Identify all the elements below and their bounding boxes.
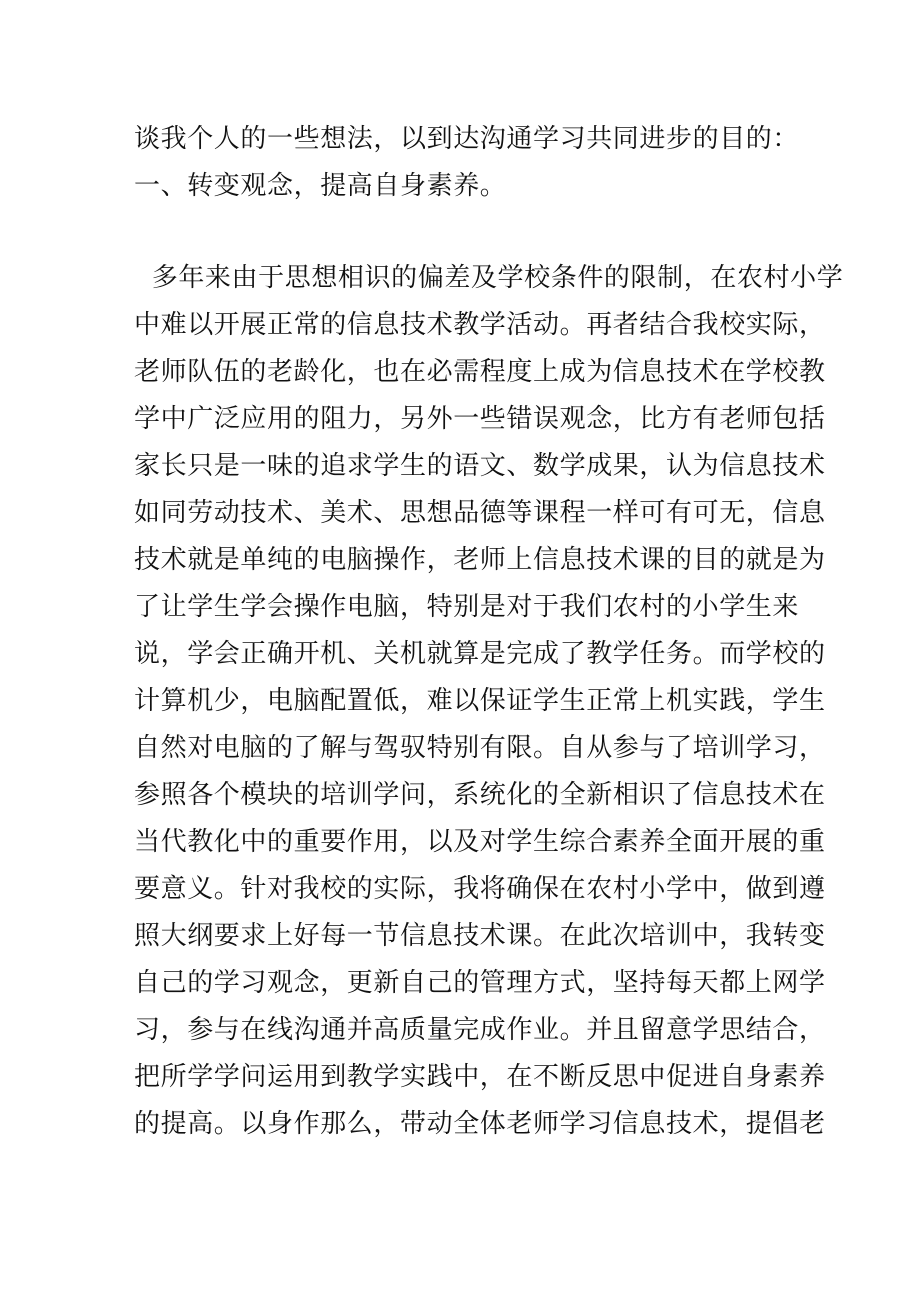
- paragraph-line-2: 中难以开展正常的信息技术教学活动。再者结合我校实际，: [134, 310, 826, 340]
- paragraph-line-1: 多年来由于思想相识的偏差及学校条件的限制，在农村小学: [134, 263, 844, 293]
- paragraph-line-13: 当代教化中的重要作用，以及对学生综合素养全面开展的重: [134, 827, 826, 857]
- paragraph-line-11: 自然对电脑的了解与驾驭特别有限。自从参与了培训学习，: [134, 733, 826, 763]
- paragraph-line-16: 自己的学习观念，更新自己的管理方式，坚持每天都上网学: [134, 968, 826, 998]
- paragraph-line-12: 参照各个模块的培训学问，系统化的全新相识了信息技术在: [134, 780, 826, 810]
- paragraph-line-17: 习，参与在线沟通并高质量完成作业。并且留意学思结合，: [134, 1015, 826, 1045]
- paragraph-line-7: 技术就是单纯的电脑操作，老师上信息技术课的目的就是为: [134, 545, 826, 575]
- paragraph-line-10: 计算机少，电脑配置低，难以保证学生正常上机实践，学生: [134, 686, 826, 716]
- paragraph-line-6: 如同劳动技术、美术、思想品德等课程一样可有可无，信息: [134, 498, 826, 528]
- paragraph-line-8: 了让学生学会操作电脑，特别是对于我们农村的小学生来: [134, 592, 800, 622]
- paragraph-line-3: 老师队伍的老龄化，也在必需程度上成为信息技术在学校教: [134, 357, 826, 387]
- section-heading: 一、转变观念，提高自身素养。: [134, 171, 507, 201]
- paragraph-line-19: 的提高。以身作那么，带动全体老师学习信息技术，提倡老: [134, 1109, 826, 1139]
- paragraph-line-15: 照大纲要求上好每一节信息技术课。在此次培训中，我转变: [134, 921, 826, 951]
- intro-line-1: 谈我个人的一些想法，以到达沟通学习共同进步的目的：: [134, 124, 800, 154]
- paragraph-line-18: 把所学学问运用到教学实践中，在不断反思中促进自身素养: [134, 1062, 826, 1092]
- paragraph-line-9: 说，学会正确开机、关机就算是完成了教学任务。而学校的: [134, 639, 826, 669]
- paragraph-line-14: 要意义。针对我校的实际，我将确保在农村小学中，做到遵: [134, 874, 826, 904]
- paragraph-line-5: 家长只是一味的追求学生的语文、数学成果，认为信息技术: [134, 451, 826, 481]
- paragraph-line-4: 学中广泛应用的阻力，另外一些错误观念，比方有老师包括: [134, 404, 826, 434]
